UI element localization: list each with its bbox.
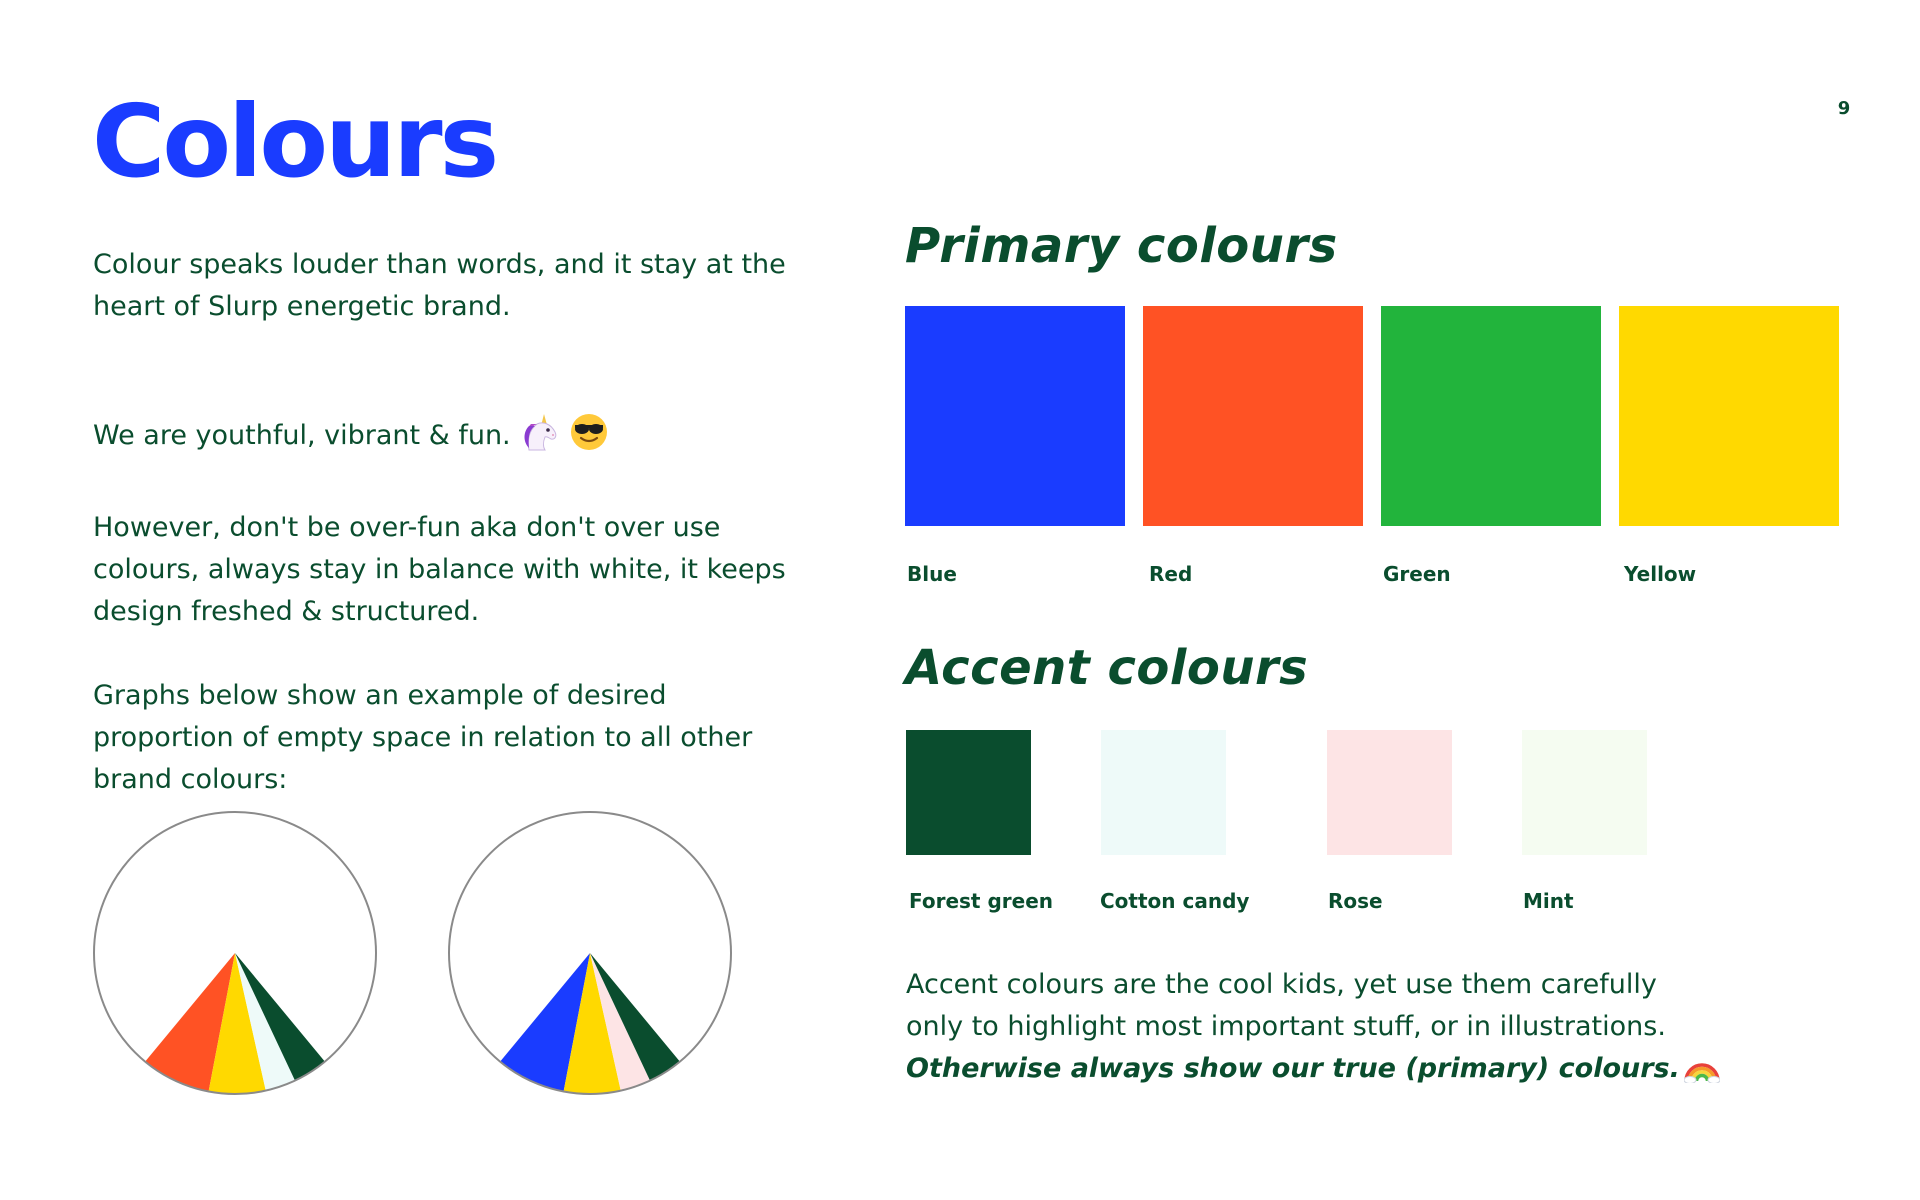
accent-swatch-rose xyxy=(1327,730,1452,855)
pie-example-2 xyxy=(447,810,733,1096)
accent-note xyxy=(906,964,1806,1096)
accent-note-line-3 xyxy=(906,1048,1806,1096)
primary-swatch-green xyxy=(1381,306,1601,526)
accent-swatch-mint xyxy=(1522,730,1647,855)
accent-label-forest-green: Forest green xyxy=(909,889,1053,913)
primary-swatch-blue xyxy=(905,306,1125,526)
primary-label-green: Green xyxy=(1383,562,1451,586)
unicorn-icon xyxy=(519,370,561,465)
intro-paragraph-2-text: We are youthful, vibrant & fun. xyxy=(93,420,511,451)
page-number: 9 xyxy=(1837,98,1851,119)
accent-label-cotton-candy: Cotton candy xyxy=(1100,889,1250,913)
accent-note-line-1: Accent colours are the cool kids, yet use them carefully xyxy=(906,969,1657,1000)
primary-label-yellow: Yellow xyxy=(1624,562,1697,586)
primary-label-red: Red xyxy=(1149,562,1193,586)
primary-swatch-yellow xyxy=(1619,306,1839,526)
intro-paragraph-4: Graphs below show an example of desired proportion of empty space in relation to all other brand colours: xyxy=(93,680,753,795)
primary-label-blue: Blue xyxy=(907,562,957,586)
accent-note-line-2: only to highlight most important stuff, or in illustrations. xyxy=(906,1011,1666,1042)
pie-example-1 xyxy=(92,810,378,1096)
primary-swatch-red xyxy=(1143,306,1363,526)
accent-colours-heading: Accent colours xyxy=(905,640,1309,696)
page-title: Colours xyxy=(92,83,497,200)
accent-swatch-forest-green xyxy=(906,730,1031,855)
intro-paragraph-2 xyxy=(93,370,853,465)
accent-label-rose: Rose xyxy=(1328,889,1383,913)
primary-colours-heading: Primary colours xyxy=(905,218,1338,274)
intro-paragraph-3: However, don't be over-fun aka don't over use colours, always stay in balance with white, it keeps design freshed & structured. xyxy=(93,512,786,627)
intro-text xyxy=(93,244,853,843)
accent-swatch-cotton-candy xyxy=(1101,730,1226,855)
rainbow-icon xyxy=(1684,1053,1720,1096)
accent-label-mint: Mint xyxy=(1523,889,1574,913)
accent-note-emphasis: Otherwise always show our true (primary) colours. xyxy=(906,1053,1680,1084)
intro-paragraph-1: Colour speaks louder than words, and it stay at the heart of Slurp energetic brand. xyxy=(93,249,786,322)
sunglasses-face-icon xyxy=(569,370,609,465)
